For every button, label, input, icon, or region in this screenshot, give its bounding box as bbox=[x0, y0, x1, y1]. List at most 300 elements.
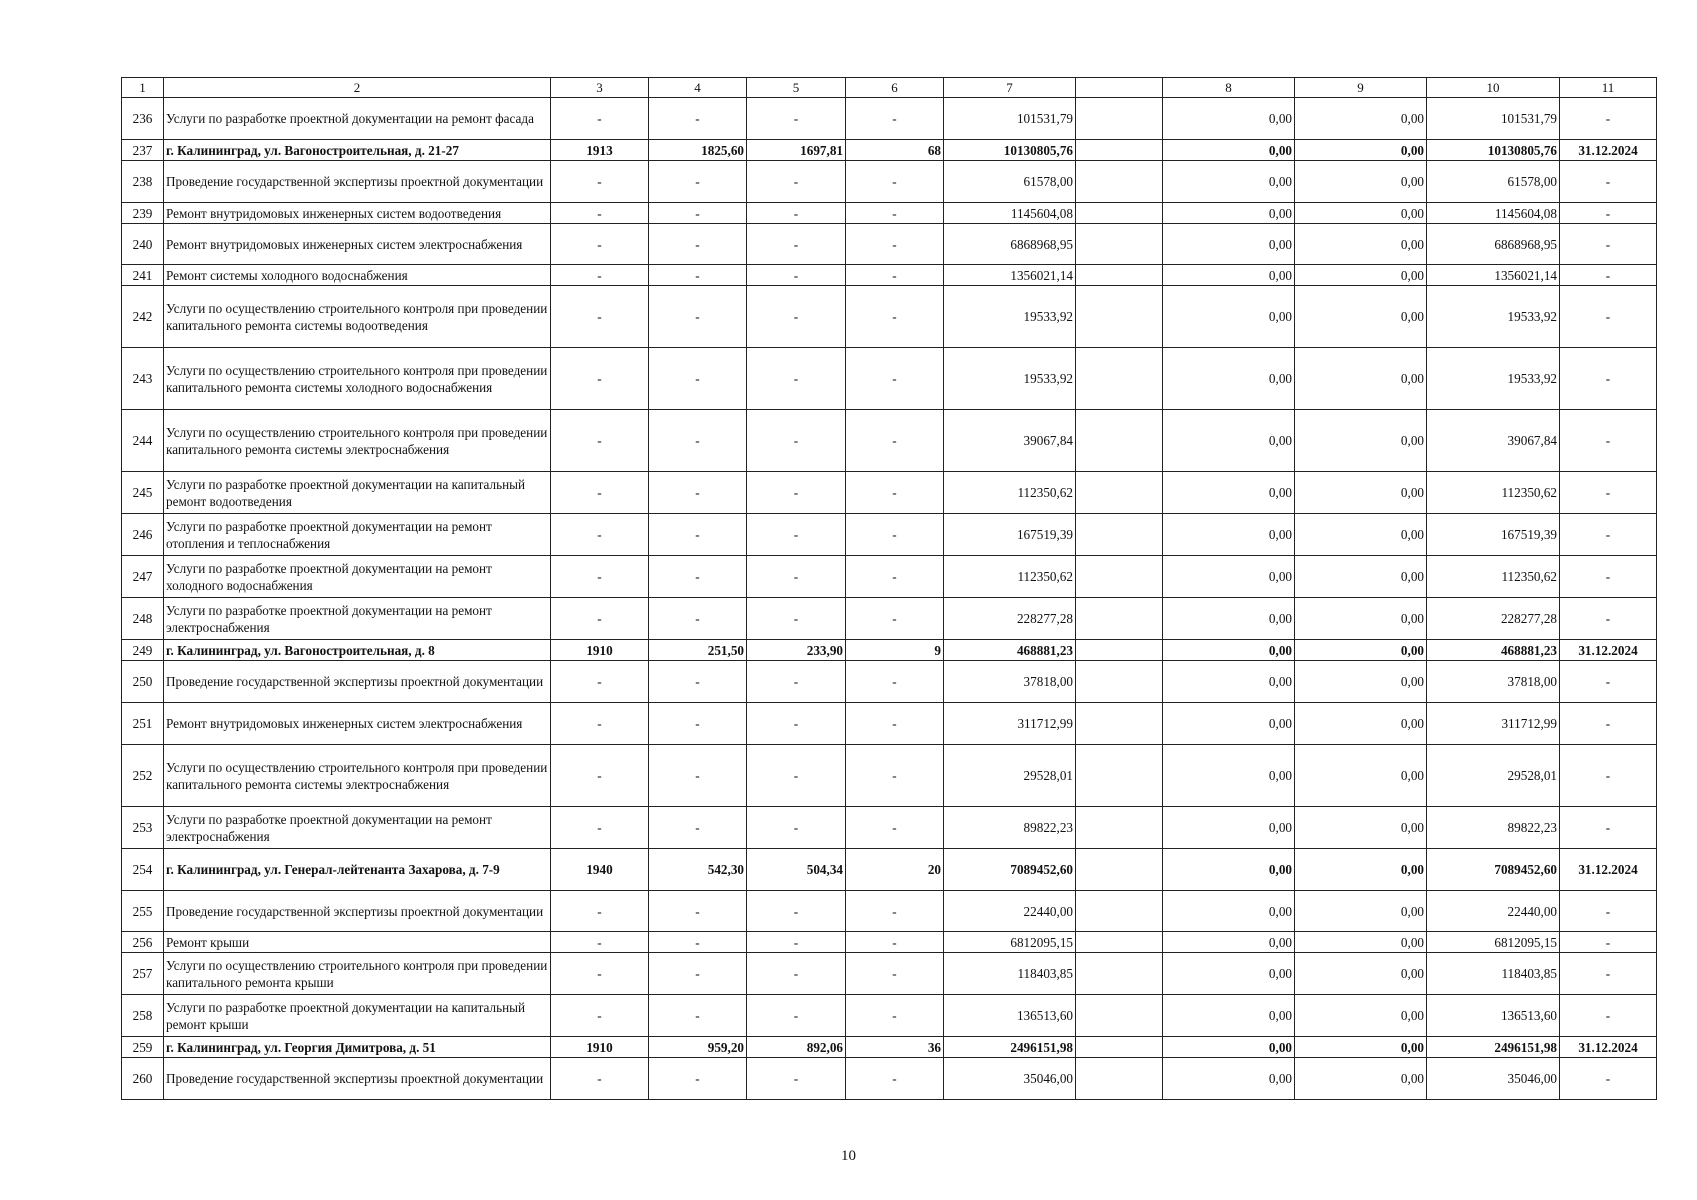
blank-cell bbox=[1076, 161, 1163, 203]
blank-cell bbox=[1076, 556, 1163, 598]
budget-share-cell: 0,00 bbox=[1295, 98, 1427, 140]
fund-share-cell: 0,00 bbox=[1163, 265, 1295, 286]
fund-share-cell: 0,00 bbox=[1163, 161, 1295, 203]
budget-share-cell: 0,00 bbox=[1295, 286, 1427, 348]
area-living-cell: - bbox=[747, 661, 846, 703]
fund-share-cell: 0,00 bbox=[1163, 745, 1295, 807]
total-cost-cell: 39067,84 bbox=[944, 410, 1076, 472]
residents-cell: 36 bbox=[846, 1037, 944, 1058]
residents-cell: - bbox=[846, 1058, 944, 1100]
total-cost-cell: 167519,39 bbox=[944, 514, 1076, 556]
work-item-row bbox=[122, 661, 1657, 703]
description-cell: Услуги по разработке проектной документации на ремонт холодного водоснабжения bbox=[164, 556, 551, 598]
budget-share-cell: 0,00 bbox=[1295, 995, 1427, 1037]
description-cell: Ремонт внутридомовых инженерных систем водоотведения bbox=[164, 203, 551, 224]
residents-cell: - bbox=[846, 703, 944, 745]
column-number-cell: 3 bbox=[551, 78, 649, 98]
total-cost-cell: 118403,85 bbox=[944, 953, 1076, 995]
completion-date-cell: 31.12.2024 bbox=[1560, 849, 1657, 891]
row-number-cell: 243 bbox=[122, 348, 164, 410]
residents-cell: 68 bbox=[846, 140, 944, 161]
residents-cell: - bbox=[846, 932, 944, 953]
owner-funds-cell: 37818,00 bbox=[1427, 661, 1560, 703]
blank-cell bbox=[1076, 472, 1163, 514]
total-cost-cell: 468881,23 bbox=[944, 640, 1076, 661]
area-total-cell: - bbox=[649, 932, 747, 953]
blank-cell bbox=[1076, 703, 1163, 745]
owner-funds-cell: 112350,62 bbox=[1427, 556, 1560, 598]
blank-cell bbox=[1076, 932, 1163, 953]
row-number-cell: 242 bbox=[122, 286, 164, 348]
work-item-row bbox=[122, 514, 1657, 556]
area-living-cell: - bbox=[747, 598, 846, 640]
fund-share-cell: 0,00 bbox=[1163, 891, 1295, 932]
residents-cell: - bbox=[846, 661, 944, 703]
completion-date-cell: - bbox=[1560, 265, 1657, 286]
total-cost-cell: 7089452,60 bbox=[944, 849, 1076, 891]
residents-cell: - bbox=[846, 556, 944, 598]
completion-date-cell: 31.12.2024 bbox=[1560, 140, 1657, 161]
budget-share-cell: 0,00 bbox=[1295, 640, 1427, 661]
owner-funds-cell: 7089452,60 bbox=[1427, 849, 1560, 891]
area-living-cell: - bbox=[747, 472, 846, 514]
description-cell: Услуги по разработке проектной документации на капитальный ремонт водоотведения bbox=[164, 472, 551, 514]
area-total-cell: - bbox=[649, 598, 747, 640]
area-living-cell: - bbox=[747, 745, 846, 807]
completion-date-cell: - bbox=[1560, 1058, 1657, 1100]
work-item-row bbox=[122, 745, 1657, 807]
area-living-cell: - bbox=[747, 348, 846, 410]
description-cell: Услуги по разработке проектной документации на ремонт фасада bbox=[164, 98, 551, 140]
description-cell: г. Калининград, ул. Вагоностроительная, д. 21-27 bbox=[164, 140, 551, 161]
area-total-cell: - bbox=[649, 348, 747, 410]
owner-funds-cell: 136513,60 bbox=[1427, 995, 1560, 1037]
budget-share-cell: 0,00 bbox=[1295, 140, 1427, 161]
area-living-cell: 233,90 bbox=[747, 640, 846, 661]
description-cell: Ремонт крыши bbox=[164, 932, 551, 953]
description-cell: Услуги по осуществлению строительного контроля при проведении капитального ремонта системы холодного водоснабжения bbox=[164, 348, 551, 410]
area-total-cell: - bbox=[649, 410, 747, 472]
address-row bbox=[122, 849, 1657, 891]
column-number-cell: 5 bbox=[747, 78, 846, 98]
description-cell: Услуги по разработке проектной документации на ремонт отопления и теплоснабжения bbox=[164, 514, 551, 556]
owner-funds-cell: 39067,84 bbox=[1427, 410, 1560, 472]
budget-share-cell: 0,00 bbox=[1295, 849, 1427, 891]
blank-cell bbox=[1076, 348, 1163, 410]
year-cell: - bbox=[551, 932, 649, 953]
blank-cell bbox=[1076, 286, 1163, 348]
budget-share-cell: 0,00 bbox=[1295, 410, 1427, 472]
row-number-cell: 247 bbox=[122, 556, 164, 598]
column-number-cell: 7 bbox=[944, 78, 1076, 98]
completion-date-cell: - bbox=[1560, 161, 1657, 203]
year-cell: - bbox=[551, 598, 649, 640]
row-number-cell: 248 bbox=[122, 598, 164, 640]
owner-funds-cell: 6812095,15 bbox=[1427, 932, 1560, 953]
work-item-row bbox=[122, 995, 1657, 1037]
year-cell: - bbox=[551, 410, 649, 472]
address-row bbox=[122, 140, 1657, 161]
address-row bbox=[122, 1037, 1657, 1058]
description-cell: г. Калининград, ул. Вагоностроительная, д. 8 bbox=[164, 640, 551, 661]
area-living-cell: - bbox=[747, 98, 846, 140]
work-item-row bbox=[122, 472, 1657, 514]
owner-funds-cell: 311712,99 bbox=[1427, 703, 1560, 745]
area-living-cell: - bbox=[747, 891, 846, 932]
row-number-cell: 245 bbox=[122, 472, 164, 514]
total-cost-cell: 61578,00 bbox=[944, 161, 1076, 203]
description-cell: Проведение государственной экспертизы проектной документации bbox=[164, 891, 551, 932]
work-item-row bbox=[122, 98, 1657, 140]
work-item-row bbox=[122, 203, 1657, 224]
total-cost-cell: 1356021,14 bbox=[944, 265, 1076, 286]
fund-share-cell: 0,00 bbox=[1163, 640, 1295, 661]
completion-date-cell: - bbox=[1560, 514, 1657, 556]
completion-date-cell: - bbox=[1560, 932, 1657, 953]
work-item-row bbox=[122, 161, 1657, 203]
completion-date-cell: - bbox=[1560, 286, 1657, 348]
area-total-cell: - bbox=[649, 98, 747, 140]
residents-cell: - bbox=[846, 807, 944, 849]
owner-funds-cell: 22440,00 bbox=[1427, 891, 1560, 932]
completion-date-cell: - bbox=[1560, 661, 1657, 703]
area-living-cell: - bbox=[747, 286, 846, 348]
area-total-cell: - bbox=[649, 807, 747, 849]
residents-cell: - bbox=[846, 514, 944, 556]
residents-cell: - bbox=[846, 891, 944, 932]
area-living-cell: 504,34 bbox=[747, 849, 846, 891]
row-number-cell: 244 bbox=[122, 410, 164, 472]
owner-funds-cell: 468881,23 bbox=[1427, 640, 1560, 661]
fund-share-cell: 0,00 bbox=[1163, 514, 1295, 556]
area-total-cell: 959,20 bbox=[649, 1037, 747, 1058]
repair-plan-table bbox=[121, 77, 1657, 1100]
year-cell: - bbox=[551, 348, 649, 410]
residents-cell: 9 bbox=[846, 640, 944, 661]
fund-share-cell: 0,00 bbox=[1163, 203, 1295, 224]
row-number-cell: 241 bbox=[122, 265, 164, 286]
description-cell: Услуги по осуществлению строительного контроля при проведении капитального ремонта системы водоотведения bbox=[164, 286, 551, 348]
total-cost-cell: 6812095,15 bbox=[944, 932, 1076, 953]
year-cell: - bbox=[551, 807, 649, 849]
blank-cell bbox=[1076, 598, 1163, 640]
row-number-cell: 249 bbox=[122, 640, 164, 661]
residents-cell: - bbox=[846, 410, 944, 472]
budget-share-cell: 0,00 bbox=[1295, 807, 1427, 849]
budget-share-cell: 0,00 bbox=[1295, 1037, 1427, 1058]
fund-share-cell: 0,00 bbox=[1163, 140, 1295, 161]
row-number-cell: 238 bbox=[122, 161, 164, 203]
row-number-cell: 239 bbox=[122, 203, 164, 224]
residents-cell: - bbox=[846, 265, 944, 286]
budget-share-cell: 0,00 bbox=[1295, 161, 1427, 203]
fund-share-cell: 0,00 bbox=[1163, 1037, 1295, 1058]
completion-date-cell: - bbox=[1560, 953, 1657, 995]
description-cell: Услуги по разработке проектной документации на капитальный ремонт крыши bbox=[164, 995, 551, 1037]
total-cost-cell: 1145604,08 bbox=[944, 203, 1076, 224]
budget-share-cell: 0,00 bbox=[1295, 745, 1427, 807]
description-cell: Ремонт системы холодного водоснабжения bbox=[164, 265, 551, 286]
column-number-row bbox=[122, 78, 1657, 98]
owner-funds-cell: 29528,01 bbox=[1427, 745, 1560, 807]
completion-date-cell: - bbox=[1560, 410, 1657, 472]
residents-cell: - bbox=[846, 224, 944, 265]
budget-share-cell: 0,00 bbox=[1295, 514, 1427, 556]
budget-share-cell: 0,00 bbox=[1295, 932, 1427, 953]
budget-share-cell: 0,00 bbox=[1295, 203, 1427, 224]
description-cell: Проведение государственной экспертизы проектной документации bbox=[164, 661, 551, 703]
total-cost-cell: 89822,23 bbox=[944, 807, 1076, 849]
budget-share-cell: 0,00 bbox=[1295, 1058, 1427, 1100]
owner-funds-cell: 1145604,08 bbox=[1427, 203, 1560, 224]
area-living-cell: - bbox=[747, 203, 846, 224]
work-item-row bbox=[122, 224, 1657, 265]
column-number-cell: 8 bbox=[1163, 78, 1295, 98]
year-cell: - bbox=[551, 514, 649, 556]
owner-funds-cell: 19533,92 bbox=[1427, 286, 1560, 348]
year-cell: - bbox=[551, 1058, 649, 1100]
year-cell: - bbox=[551, 161, 649, 203]
completion-date-cell: - bbox=[1560, 891, 1657, 932]
blank-cell bbox=[1076, 514, 1163, 556]
blank-cell bbox=[1076, 140, 1163, 161]
blank-cell bbox=[1076, 1058, 1163, 1100]
residents-cell: - bbox=[846, 953, 944, 995]
work-item-row bbox=[122, 953, 1657, 995]
fund-share-cell: 0,00 bbox=[1163, 1058, 1295, 1100]
total-cost-cell: 22440,00 bbox=[944, 891, 1076, 932]
year-cell: 1910 bbox=[551, 640, 649, 661]
total-cost-cell: 29528,01 bbox=[944, 745, 1076, 807]
completion-date-cell: - bbox=[1560, 995, 1657, 1037]
document-table-container bbox=[121, 77, 1657, 1100]
work-item-row bbox=[122, 932, 1657, 953]
completion-date-cell: 31.12.2024 bbox=[1560, 1037, 1657, 1058]
column-number-cell: 11 bbox=[1560, 78, 1657, 98]
address-row bbox=[122, 640, 1657, 661]
area-living-cell: - bbox=[747, 224, 846, 265]
year-cell: - bbox=[551, 203, 649, 224]
fund-share-cell: 0,00 bbox=[1163, 98, 1295, 140]
fund-share-cell: 0,00 bbox=[1163, 598, 1295, 640]
completion-date-cell: - bbox=[1560, 745, 1657, 807]
description-cell: Услуги по разработке проектной документации на ремонт электроснабжения bbox=[164, 807, 551, 849]
residents-cell: - bbox=[846, 598, 944, 640]
year-cell: - bbox=[551, 472, 649, 514]
owner-funds-cell: 1356021,14 bbox=[1427, 265, 1560, 286]
column-number-cell bbox=[1076, 78, 1163, 98]
total-cost-cell: 19533,92 bbox=[944, 348, 1076, 410]
area-living-cell: - bbox=[747, 1058, 846, 1100]
row-number-cell: 252 bbox=[122, 745, 164, 807]
total-cost-cell: 10130805,76 bbox=[944, 140, 1076, 161]
area-total-cell: - bbox=[649, 161, 747, 203]
budget-share-cell: 0,00 bbox=[1295, 224, 1427, 265]
work-item-row bbox=[122, 598, 1657, 640]
description-cell: Ремонт внутридомовых инженерных систем электроснабжения bbox=[164, 224, 551, 265]
description-cell: Услуги по осуществлению строительного контроля при проведении капитального ремонта системы электроснабжения bbox=[164, 410, 551, 472]
total-cost-cell: 37818,00 bbox=[944, 661, 1076, 703]
blank-cell bbox=[1076, 807, 1163, 849]
completion-date-cell: - bbox=[1560, 556, 1657, 598]
area-living-cell: - bbox=[747, 703, 846, 745]
description-cell: Проведение государственной экспертизы проектной документации bbox=[164, 161, 551, 203]
blank-cell bbox=[1076, 224, 1163, 265]
description-cell: г. Калининград, ул. Генерал-лейтенанта Захарова, д. 7-9 bbox=[164, 849, 551, 891]
year-cell: - bbox=[551, 995, 649, 1037]
blank-cell bbox=[1076, 410, 1163, 472]
column-number-cell: 6 bbox=[846, 78, 944, 98]
area-total-cell: - bbox=[649, 265, 747, 286]
year-cell: 1913 bbox=[551, 140, 649, 161]
area-total-cell: - bbox=[649, 953, 747, 995]
fund-share-cell: 0,00 bbox=[1163, 556, 1295, 598]
area-living-cell: - bbox=[747, 953, 846, 995]
page-number: 10 bbox=[841, 1148, 856, 1164]
year-cell: - bbox=[551, 556, 649, 598]
blank-cell bbox=[1076, 745, 1163, 807]
year-cell: - bbox=[551, 224, 649, 265]
completion-date-cell: - bbox=[1560, 703, 1657, 745]
owner-funds-cell: 167519,39 bbox=[1427, 514, 1560, 556]
work-item-row bbox=[122, 807, 1657, 849]
description-cell: Услуги по осуществлению строительного контроля при проведении капитального ремонта крыши bbox=[164, 953, 551, 995]
owner-funds-cell: 35046,00 bbox=[1427, 1058, 1560, 1100]
area-total-cell: - bbox=[649, 556, 747, 598]
fund-share-cell: 0,00 bbox=[1163, 224, 1295, 265]
row-number-cell: 256 bbox=[122, 932, 164, 953]
blank-cell bbox=[1076, 953, 1163, 995]
year-cell: - bbox=[551, 703, 649, 745]
area-living-cell: 892,06 bbox=[747, 1037, 846, 1058]
work-item-row bbox=[122, 410, 1657, 472]
residents-cell: - bbox=[846, 203, 944, 224]
area-total-cell: - bbox=[649, 472, 747, 514]
work-item-row bbox=[122, 891, 1657, 932]
owner-funds-cell: 2496151,98 bbox=[1427, 1037, 1560, 1058]
total-cost-cell: 6868968,95 bbox=[944, 224, 1076, 265]
row-number-cell: 257 bbox=[122, 953, 164, 995]
fund-share-cell: 0,00 bbox=[1163, 807, 1295, 849]
residents-cell: - bbox=[846, 995, 944, 1037]
column-number-cell: 4 bbox=[649, 78, 747, 98]
total-cost-cell: 19533,92 bbox=[944, 286, 1076, 348]
residents-cell: - bbox=[846, 348, 944, 410]
area-total-cell: - bbox=[649, 995, 747, 1037]
column-number-cell: 2 bbox=[164, 78, 551, 98]
total-cost-cell: 35046,00 bbox=[944, 1058, 1076, 1100]
row-number-cell: 260 bbox=[122, 1058, 164, 1100]
year-cell: - bbox=[551, 745, 649, 807]
area-total-cell: 542,30 bbox=[649, 849, 747, 891]
row-number-cell: 250 bbox=[122, 661, 164, 703]
total-cost-cell: 228277,28 bbox=[944, 598, 1076, 640]
description-cell: Проведение государственной экспертизы проектной документации bbox=[164, 1058, 551, 1100]
blank-cell bbox=[1076, 849, 1163, 891]
completion-date-cell: - bbox=[1560, 807, 1657, 849]
budget-share-cell: 0,00 bbox=[1295, 661, 1427, 703]
blank-cell bbox=[1076, 661, 1163, 703]
work-item-row bbox=[122, 556, 1657, 598]
column-number-cell: 10 bbox=[1427, 78, 1560, 98]
row-number-cell: 246 bbox=[122, 514, 164, 556]
owner-funds-cell: 228277,28 bbox=[1427, 598, 1560, 640]
year-cell: - bbox=[551, 891, 649, 932]
owner-funds-cell: 89822,23 bbox=[1427, 807, 1560, 849]
budget-share-cell: 0,00 bbox=[1295, 953, 1427, 995]
blank-cell bbox=[1076, 98, 1163, 140]
column-number-cell: 9 bbox=[1295, 78, 1427, 98]
total-cost-cell: 112350,62 bbox=[944, 472, 1076, 514]
area-living-cell: - bbox=[747, 265, 846, 286]
budget-share-cell: 0,00 bbox=[1295, 598, 1427, 640]
residents-cell: - bbox=[846, 161, 944, 203]
budget-share-cell: 0,00 bbox=[1295, 265, 1427, 286]
completion-date-cell: - bbox=[1560, 348, 1657, 410]
total-cost-cell: 136513,60 bbox=[944, 995, 1076, 1037]
year-cell: - bbox=[551, 953, 649, 995]
description-cell: Услуги по разработке проектной документации на ремонт электроснабжения bbox=[164, 598, 551, 640]
description-cell: Ремонт внутридомовых инженерных систем электроснабжения bbox=[164, 703, 551, 745]
area-total-cell: - bbox=[649, 745, 747, 807]
residents-cell: - bbox=[846, 286, 944, 348]
work-item-row bbox=[122, 265, 1657, 286]
completion-date-cell: - bbox=[1560, 472, 1657, 514]
column-number-cell: 1 bbox=[122, 78, 164, 98]
budget-share-cell: 0,00 bbox=[1295, 556, 1427, 598]
year-cell: - bbox=[551, 661, 649, 703]
year-cell: - bbox=[551, 98, 649, 140]
fund-share-cell: 0,00 bbox=[1163, 953, 1295, 995]
budget-share-cell: 0,00 bbox=[1295, 703, 1427, 745]
area-total-cell: 251,50 bbox=[649, 640, 747, 661]
description-cell: Услуги по осуществлению строительного контроля при проведении капитального ремонта системы электроснабжения bbox=[164, 745, 551, 807]
fund-share-cell: 0,00 bbox=[1163, 410, 1295, 472]
budget-share-cell: 0,00 bbox=[1295, 891, 1427, 932]
year-cell: 1940 bbox=[551, 849, 649, 891]
completion-date-cell: - bbox=[1560, 203, 1657, 224]
area-living-cell: - bbox=[747, 932, 846, 953]
fund-share-cell: 0,00 bbox=[1163, 348, 1295, 410]
owner-funds-cell: 101531,79 bbox=[1427, 98, 1560, 140]
area-total-cell: - bbox=[649, 1058, 747, 1100]
row-number-cell: 258 bbox=[122, 995, 164, 1037]
row-number-cell: 255 bbox=[122, 891, 164, 932]
row-number-cell: 253 bbox=[122, 807, 164, 849]
blank-cell bbox=[1076, 640, 1163, 661]
completion-date-cell: 31.12.2024 bbox=[1560, 640, 1657, 661]
area-living-cell: - bbox=[747, 410, 846, 472]
year-cell: 1910 bbox=[551, 1037, 649, 1058]
area-living-cell: - bbox=[747, 807, 846, 849]
work-item-row bbox=[122, 286, 1657, 348]
blank-cell bbox=[1076, 265, 1163, 286]
work-item-row bbox=[122, 703, 1657, 745]
area-living-cell: - bbox=[747, 995, 846, 1037]
work-item-row bbox=[122, 1058, 1657, 1100]
blank-cell bbox=[1076, 1037, 1163, 1058]
budget-share-cell: 0,00 bbox=[1295, 472, 1427, 514]
area-total-cell: - bbox=[649, 203, 747, 224]
blank-cell bbox=[1076, 891, 1163, 932]
fund-share-cell: 0,00 bbox=[1163, 849, 1295, 891]
blank-cell bbox=[1076, 995, 1163, 1037]
fund-share-cell: 0,00 bbox=[1163, 472, 1295, 514]
area-living-cell: - bbox=[747, 161, 846, 203]
total-cost-cell: 101531,79 bbox=[944, 98, 1076, 140]
residents-cell: - bbox=[846, 472, 944, 514]
area-total-cell: - bbox=[649, 286, 747, 348]
